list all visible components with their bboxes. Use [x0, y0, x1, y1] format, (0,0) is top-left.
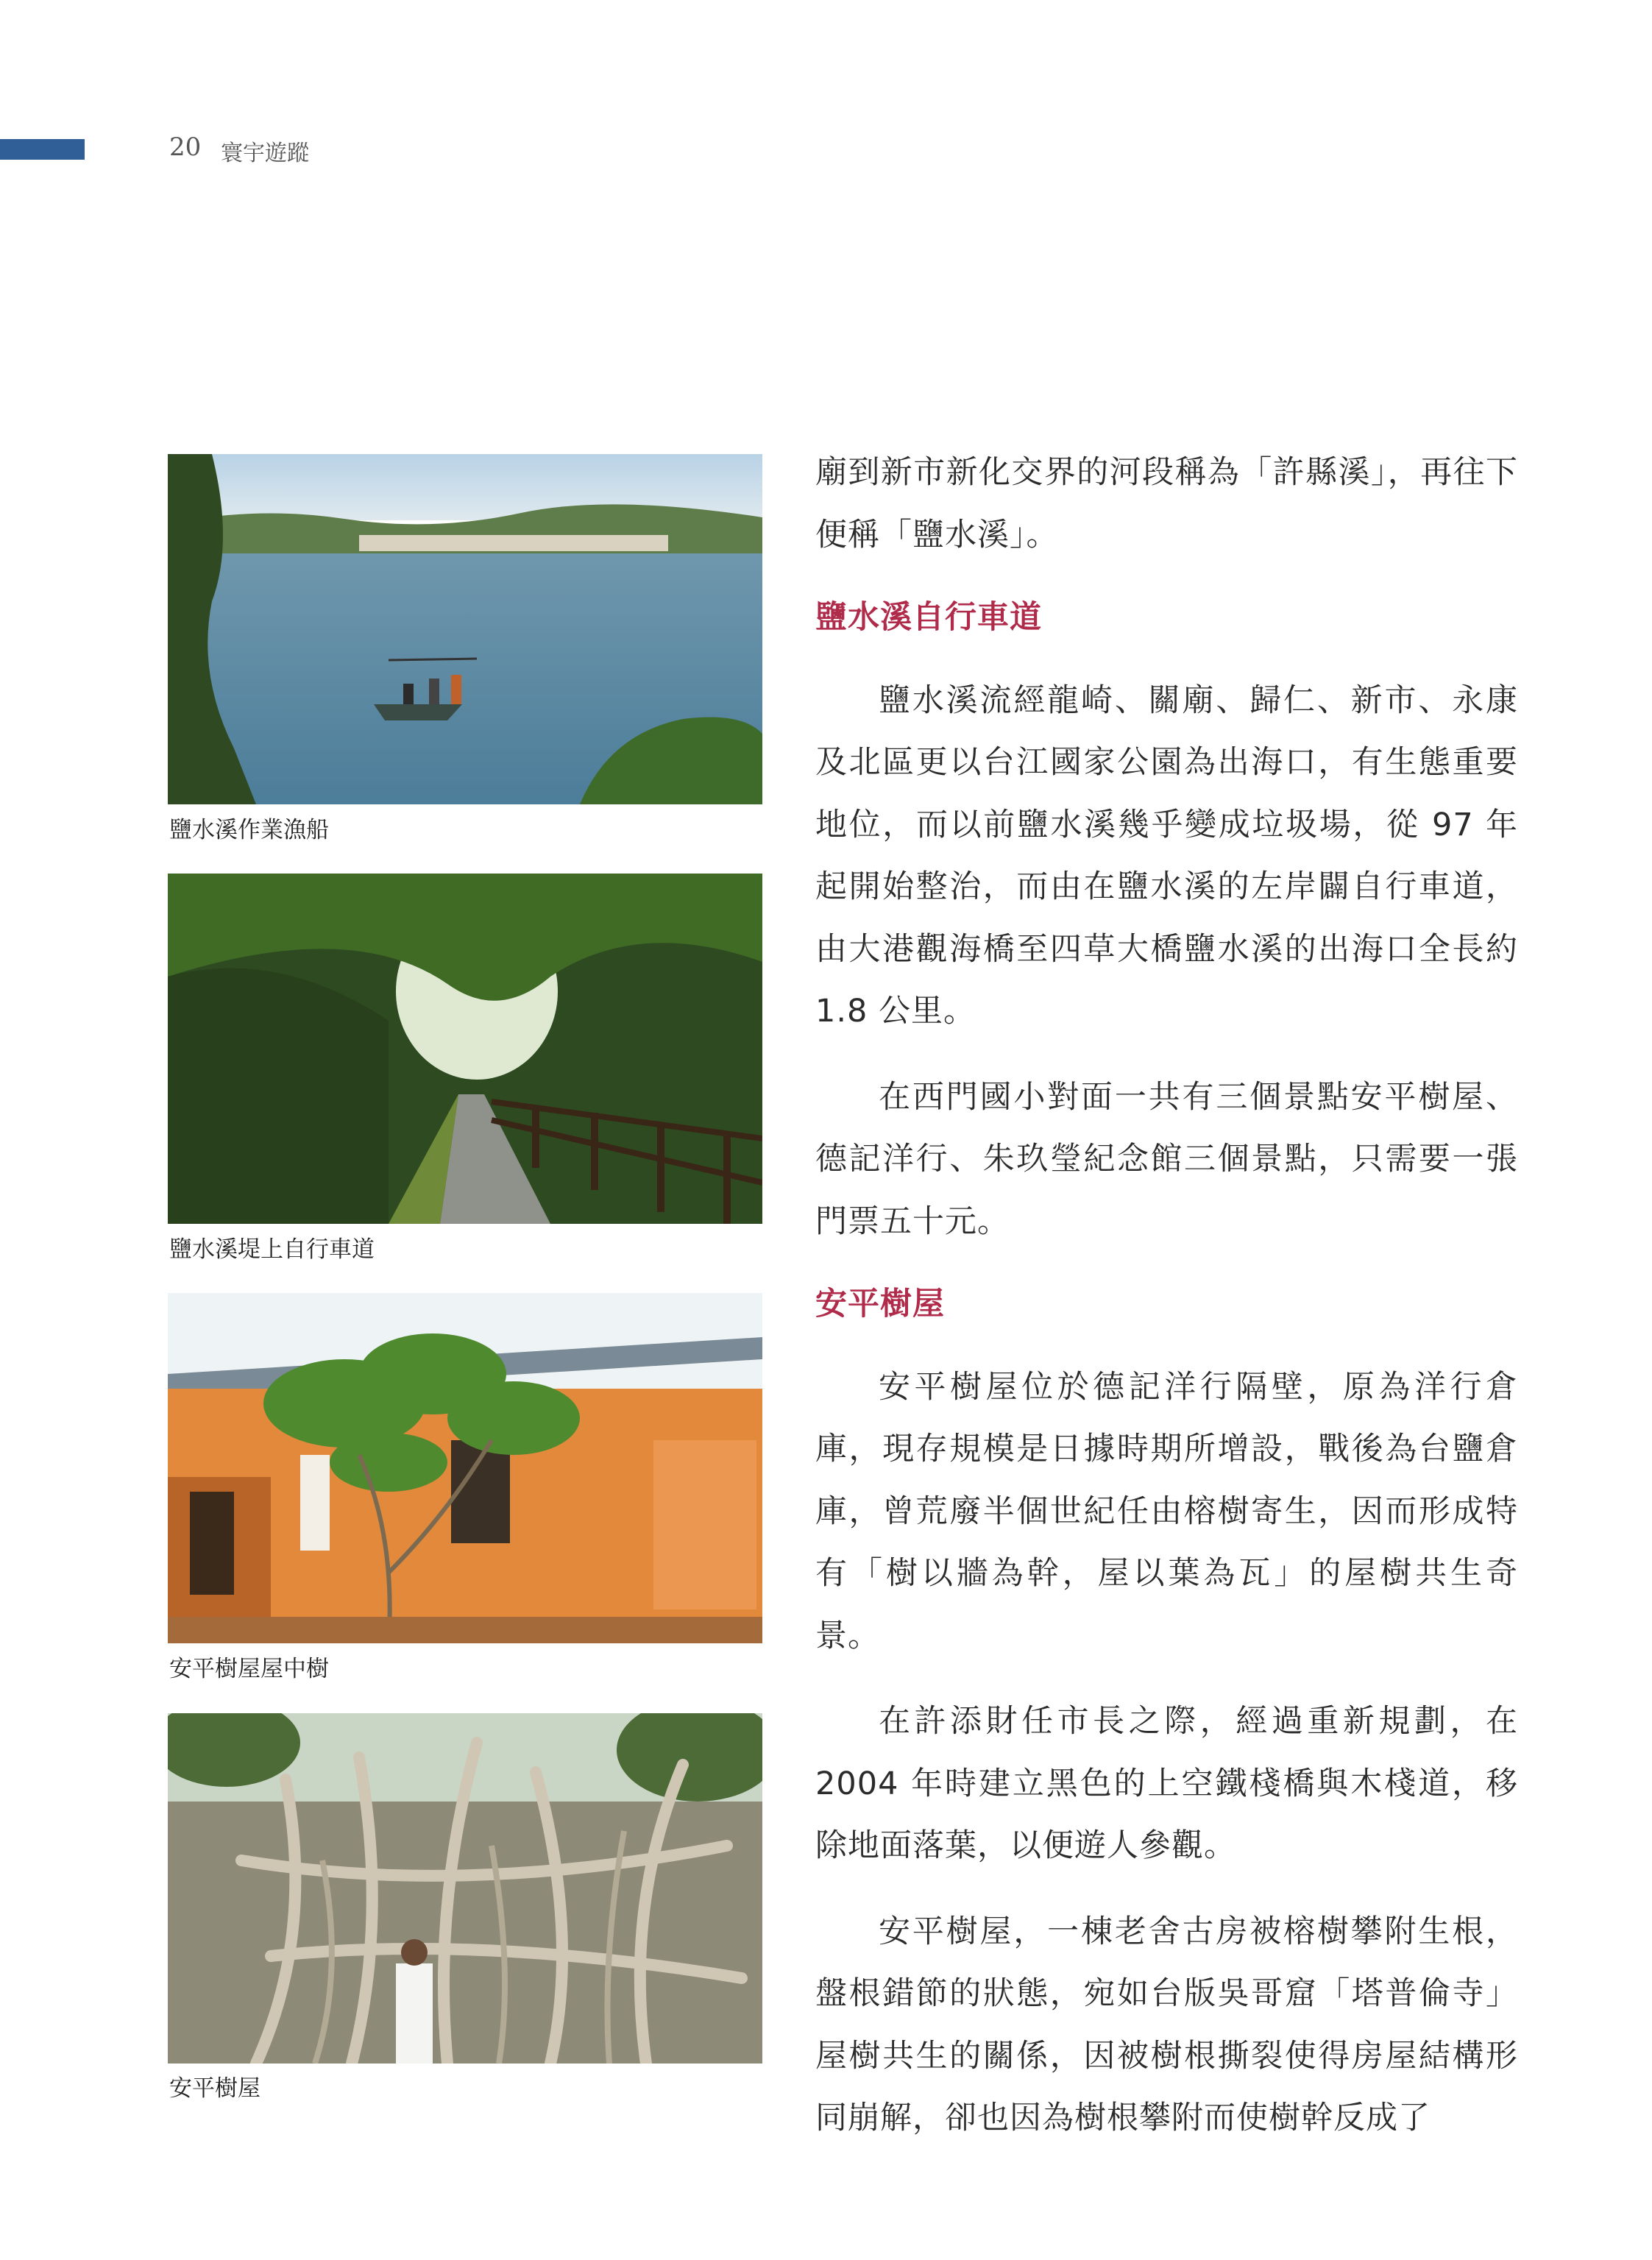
header-accent-bar: [0, 139, 85, 160]
paragraph-tree-house-history: 安平樹屋位於德記洋行隔壁，原為洋行倉庫，現存規模是日據時期所增設，戰後為台鹽倉庫，曾荒廢半個世紀任由榕樹寄生，因而形成特有「樹以牆為幹，屋以葉為瓦」的屋樹共生奇景。: [815, 1368, 1518, 1654]
paragraph-tree-house-roots: 安平樹屋，一棟老舍古房被榕樹攀附生根，盤根錯節的狀態，宛如台版吳哥窟「塔普倫寺」屋樹共生的關係，因被樹根撕裂使得房屋結構形同崩解，卻也因為樹根攀附而使樹幹反成了: [815, 1913, 1518, 2136]
photo-fishing-boat: [168, 454, 762, 804]
book-title: 寰宇遊蹤: [221, 141, 309, 166]
photo-orange-building: [168, 1293, 762, 1643]
section-heading-tree-house: 安平樹屋: [815, 1286, 945, 1322]
caption-orange-building: 安平樹屋屋中樹: [169, 1656, 329, 1682]
caption-bike-path: 鹽水溪堤上自行車道: [169, 1236, 375, 1263]
paragraph-attractions-ticket: 在西門國小對面一共有三個景點安平樹屋、德記洋行、朱玖瑩紀念館三個景點，只需要一張門票五十元。: [815, 1078, 1518, 1240]
photo-bike-path: [168, 874, 762, 1224]
caption-tree-house: 安平樹屋: [169, 2075, 260, 2102]
article-body: [815, 442, 1518, 2150]
photo-tree-house: [168, 1713, 762, 2064]
paragraph-tree-house-renovation: 在許添財任市長之際，經過重新規劃，在 2004 年時建立黑色的上空鐵棧橋與木棧道，移除地面落葉，以便遊人參觀。: [815, 1703, 1518, 1864]
paragraph-salt-river: 鹽水溪流經龍崎、關廟、歸仁、新市、永康及北區更以台江國家公園為出海口，有生態重要地位，而以前鹽水溪幾乎變成垃圾場，從 97 年起開始整治，而由在鹽水溪的左岸闢自行車道，由大港觀海橋至四草大橋鹽水溪的出海口全長約 1.8 公里。: [815, 681, 1518, 1030]
section-heading-bike-path: 鹽水溪自行車道: [815, 599, 1042, 636]
caption-fishing-boat: 鹽水溪作業漁船: [169, 817, 329, 843]
intro-paragraph: 廟到新市新化交界的河段稱為「許縣溪」，再往下便稱「鹽水溪」。: [815, 454, 1518, 553]
page-number: 20: [169, 132, 202, 162]
